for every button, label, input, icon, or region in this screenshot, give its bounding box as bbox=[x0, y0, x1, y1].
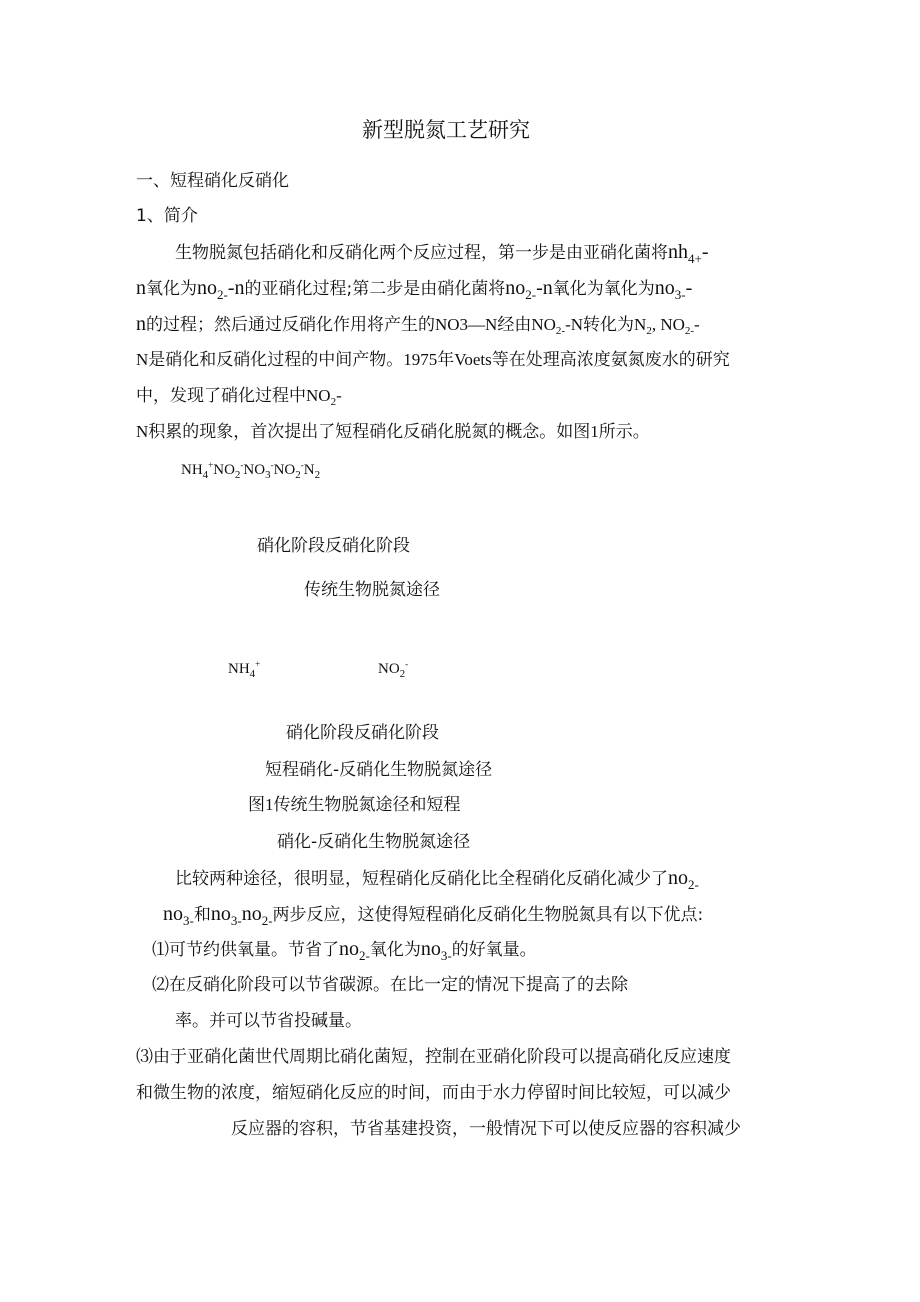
paragraph-line: $no_{3-}$和$no_{3-}no_{2-}$两步反应，这使得短程硝化反硝化生物脱氮具有以下优点: bbox=[163, 903, 704, 928]
paragraph-line: N是硝化和反硝化过程的中间产物。1975年Voets等在处理高浓度氨氮废水的研究 bbox=[136, 350, 730, 370]
pathway-label: 短程硝化-反硝化生物脱氮途径 bbox=[265, 760, 493, 780]
nitrite-label: $NO_2^-$ bbox=[378, 659, 409, 680]
section-heading: 一、短程硝化反硝化 bbox=[136, 171, 289, 191]
paragraph-line: n的过程；然后通过反硝化作用将产生的NO3—N经由$NO_{2-}-N$转化为$N_2$, $NO_{2-}-$ bbox=[136, 313, 700, 337]
advantage-3-continued: 反应器的容积，节省基建投资，一般情况下可以使反应器的容积减少 bbox=[231, 1119, 741, 1139]
ammonium-label: $NH_4^+$ bbox=[228, 659, 261, 680]
advantage-2: ⑵在反硝化阶段可以节省碳源。在比一定的情况下提高了的去除 bbox=[152, 975, 628, 995]
paragraph-line: n氧化为$no_{2-}-n$的亚硝化过程;第二步是由硝化菌将$no_{2-}-n$氧化为氧化为$no_{3-}-$ bbox=[136, 277, 693, 302]
paragraph-line: 生物脱氮包括硝化和反硝化两个反应过程，第一步是由亚硝化菌将$nh_{4+}-$ bbox=[175, 241, 709, 266]
page-title: 新型脱氮工艺研究 bbox=[362, 118, 530, 142]
advantage-1: ⑴可节约供氧量。节省了$no_{2-}$氧化为$no_{3-}$的好氧量。 bbox=[152, 938, 537, 963]
paragraph-line: 比较两种途径，很明显，短程硝化反硝化比全程硝化反硝化减少了$no_{2-}$ bbox=[175, 867, 699, 892]
advantage-2-continued: 率。并可以节省投碱量。 bbox=[175, 1011, 362, 1031]
advantage-3: ⑶由于亚硝化菌世代周期比硝化菌短，控制在亚硝化阶段可以提高硝化反应速度 bbox=[136, 1047, 731, 1067]
paragraph-line: 中，发现了硝化过程中$NO_2-$ bbox=[136, 386, 342, 408]
traditional-pathway-chain: $NH_4^+NO_2^-NO_3^-NO_2^-N_2$ bbox=[181, 460, 321, 481]
stage-labels: 硝化阶段反硝化阶段 bbox=[257, 536, 410, 556]
advantage-3-continued: 和微生物的浓度，缩短硝化反应的时间，而由于水力停留时间比较短，可以减少 bbox=[136, 1083, 731, 1103]
stage-labels: 硝化阶段反硝化阶段 bbox=[286, 723, 439, 743]
figure-caption: 图1传统生物脱氮途径和短程 bbox=[248, 795, 461, 815]
figure-caption: 硝化-反硝化生物脱氮途径 bbox=[277, 832, 471, 852]
subsection-heading: 1、简介 bbox=[136, 206, 198, 226]
pathway-label: 传统生物脱氮途径 bbox=[304, 580, 440, 600]
paragraph-line: N积累的现象，首次提出了短程硝化反硝化脱氮的概念。如图1所示。 bbox=[136, 422, 650, 442]
